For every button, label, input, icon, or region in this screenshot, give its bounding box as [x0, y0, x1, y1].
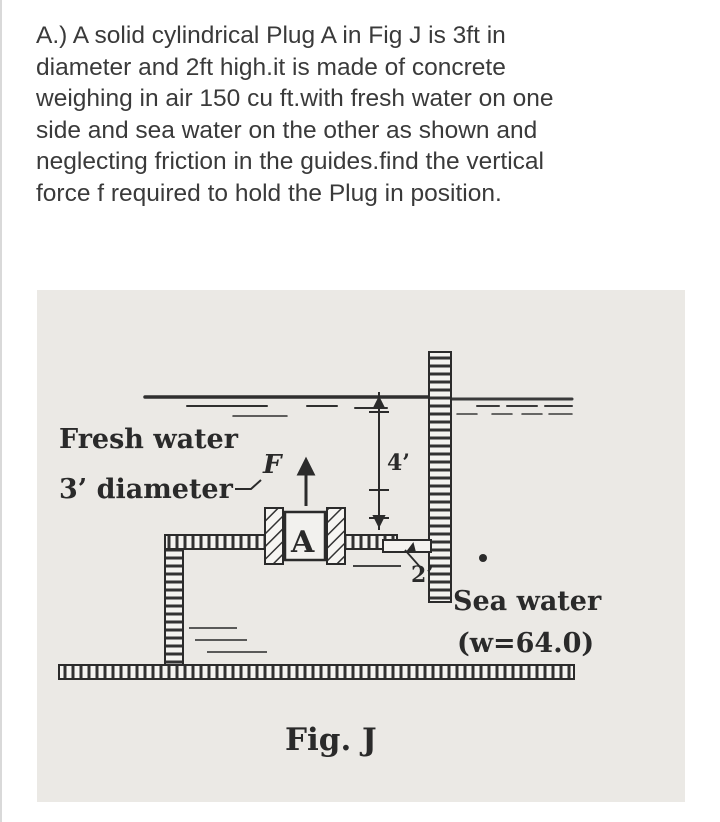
- diameter-label: 3’ diameter: [59, 474, 233, 505]
- plug-label: A: [291, 525, 315, 560]
- fresh-water-surface: [145, 397, 432, 416]
- depth-label: 4’: [387, 450, 410, 476]
- chamber-water: [189, 628, 267, 652]
- question-line: force f required to hold the Plug in position.: [36, 179, 502, 207]
- question-text: [36, 20, 696, 209]
- marker-dot: [479, 554, 487, 562]
- figure-j-photo: [37, 290, 685, 802]
- question-line: neglecting friction in the guides.find the vertical: [36, 148, 544, 175]
- diameter-leader: [235, 480, 261, 489]
- question-line: A.) A solid cylindrical Plug A in Fig J is 3ft in: [36, 22, 506, 49]
- depth-dimension: [369, 392, 389, 530]
- sea-water-surface: [449, 399, 572, 414]
- figure-diagram: [37, 290, 685, 802]
- ground: [59, 665, 574, 679]
- height-label: 2’: [411, 562, 434, 588]
- unit-weight-label: (w=64.0): [457, 628, 595, 659]
- fresh-water-label: Fresh water: [59, 424, 238, 455]
- left-border: [0, 0, 2, 822]
- force-arrow: [299, 460, 313, 506]
- force-label: F: [263, 450, 282, 480]
- question-line: weighing in air 150 cu ft.with fresh water on one: [36, 85, 554, 112]
- sea-water-label: Sea water: [453, 586, 602, 617]
- question-line: diameter and 2ft high.it is made of concrete: [36, 53, 506, 81]
- figure-caption: Fig. J: [285, 722, 377, 758]
- question-line: side and sea water on the other as shown and: [36, 116, 538, 144]
